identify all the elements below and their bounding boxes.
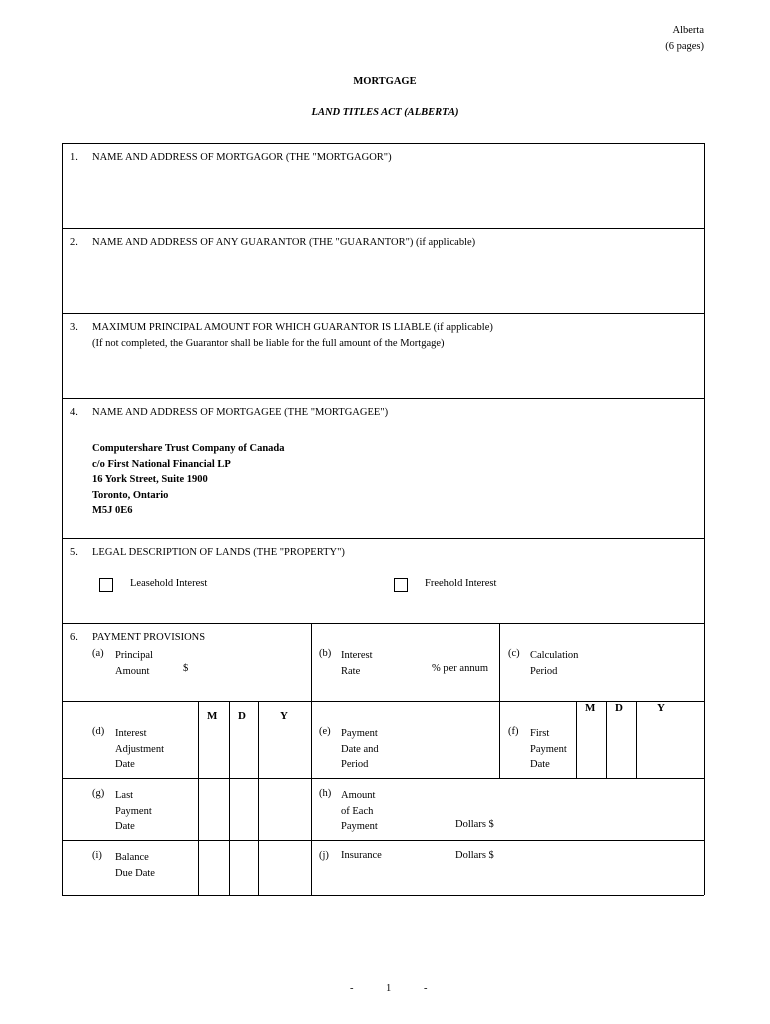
year-header-left: Y — [280, 710, 288, 722]
interest-rate-unit: % per annum — [432, 663, 488, 674]
insurance-currency: Dollars $ — [455, 850, 494, 861]
item-i-letter: (i) — [92, 850, 102, 861]
item-j-letter: (j) — [319, 850, 329, 861]
item-h-letter: (h) — [319, 788, 332, 799]
section-5-number: 5. — [70, 547, 78, 558]
section-6-number: 6. — [70, 632, 78, 643]
item-g-letter: (g) — [92, 788, 105, 799]
first-payment-date-label: First Payment Date — [530, 728, 567, 770]
month-header-right: M — [585, 702, 596, 714]
payment-amount-label: Amount of Each Payment — [341, 790, 378, 832]
page-number: 1 — [386, 983, 392, 994]
principal-amount-currency: $ — [183, 663, 189, 674]
item-a-letter: (a) — [92, 648, 104, 659]
mortgagee-name: Computershare Trust Company of Canada — [92, 443, 285, 454]
section-3-label: MAXIMUM PRINCIPAL AMOUNT FOR WHICH GUARANTOR IS LIABLE (if applicable) — [92, 322, 493, 333]
payment-date-period-label: Payment Date and Period — [341, 728, 379, 770]
month-header-left: M — [207, 710, 218, 722]
freehold-checkbox[interactable] — [394, 578, 408, 592]
insurance-label: Insurance — [341, 850, 382, 861]
section-2-label: NAME AND ADDRESS OF ANY GUARANTOR (THE "GUARANTOR") (if applicable) — [92, 237, 476, 248]
item-e-letter: (e) — [319, 726, 331, 737]
mortgagee-care-of: c/o First National Financial LP — [92, 459, 231, 470]
footer-dash-right: - — [424, 983, 428, 994]
last-payment-date-label: Last Payment Date — [115, 790, 152, 832]
leasehold-label: Leasehold Interest — [130, 578, 208, 589]
item-d-letter: (d) — [92, 726, 105, 737]
document-subtitle: LAND TITLES ACT (ALBERTA) — [311, 107, 459, 118]
calculation-period-label: Calculation Period — [530, 650, 579, 677]
mortgagee-postal-code: M5J 0E6 — [92, 505, 133, 516]
item-b-letter: (b) — [319, 648, 332, 659]
section-4-number: 4. — [70, 407, 78, 418]
payment-amount-currency: Dollars $ — [455, 819, 494, 830]
year-header-right: Y — [657, 702, 665, 714]
section-5-label: LEGAL DESCRIPTION OF LANDS (THE "PROPERTY") — [92, 547, 345, 558]
leasehold-checkbox[interactable] — [99, 578, 113, 592]
section-3-number: 3. — [70, 322, 78, 333]
mortgagee-city: Toronto, Ontario — [92, 490, 169, 501]
footer-dash-left: - — [350, 983, 354, 994]
freehold-label: Freehold Interest — [425, 578, 497, 589]
interest-adjustment-date-label: Interest Adjustment Date — [115, 728, 164, 770]
document-title: MORTGAGE — [353, 76, 417, 87]
principal-amount-label: Principal Amount — [115, 650, 153, 677]
balance-due-date-label: Balance Due Date — [115, 852, 155, 879]
section-1-number: 1. — [70, 152, 78, 163]
item-f-letter: (f) — [508, 726, 519, 737]
interest-rate-label: Interest Rate — [341, 650, 373, 677]
province-label: Alberta — [672, 25, 704, 36]
mortgagee-street: 16 York Street, Suite 1900 — [92, 474, 208, 485]
day-header-left: D — [238, 710, 246, 722]
page-count-label: (6 pages) — [665, 41, 704, 52]
item-c-letter: (c) — [508, 648, 520, 659]
section-2-number: 2. — [70, 237, 78, 248]
section-1-label: NAME AND ADDRESS OF MORTGAGOR (THE "MORTGAGOR") — [92, 152, 392, 163]
section-3-note: (If not completed, the Guarantor shall be liable for the full amount of the Mortgage) — [92, 338, 445, 349]
section-4-label: NAME AND ADDRESS OF MORTGAGEE (THE "MORTGAGEE") — [92, 407, 389, 418]
section-6-label: PAYMENT PROVISIONS — [92, 632, 206, 643]
day-header-right: D — [615, 702, 623, 714]
